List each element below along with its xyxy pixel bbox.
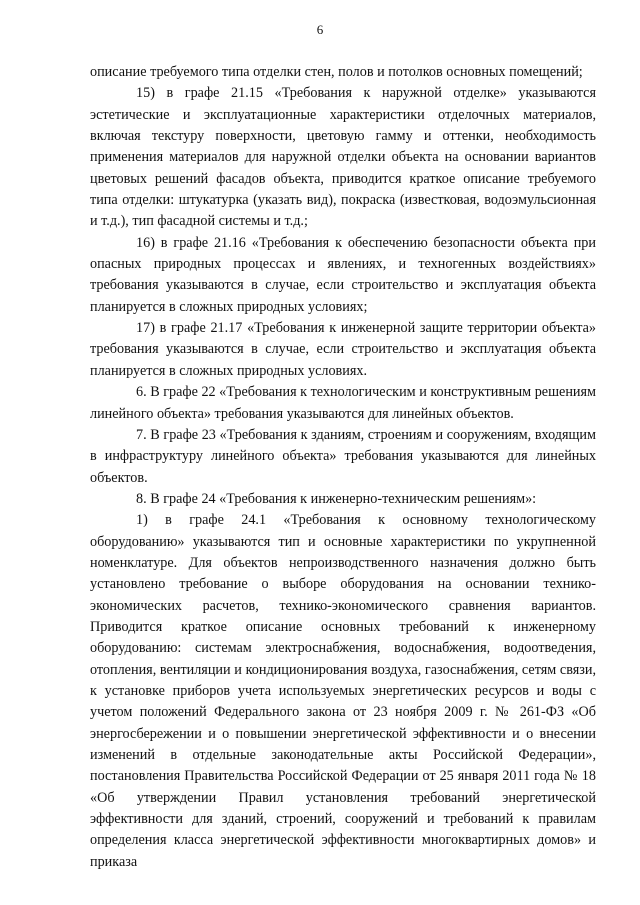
page-number: 6 xyxy=(316,22,324,37)
paragraph-section-6-linear-object: 6. В графе 22 «Требования к технологическим и конструктивным решениям линейного объекта» требования указываются для линейных объектов. xyxy=(90,384,597,422)
paragraph-item-16-safety: 16) в графе 21.16 «Требования к обеспечению безопасности объекта при опасных природных процессах и явлениях, и техногенных воздействиях» требования указываются в случае, если строительство и эксплуатация объекта планируется в сложных природных условиях; xyxy=(90,234,596,315)
paragraph-item-15-exterior-finish: 15) в графе 21.15 «Требования к наружной отделке» указываются эстетические и эксплуатационные характеристики отделочных материалов, включая текстуру поверхности, цветовую гамму и оттенки, необходимость применения материалов для наружной отделки объекта на основании вариантов цветовых решений фасадов объекта, приводится краткое описание требуемого типа отделки: штукатурка (указать вид), покраска (известковая, водоэмульсионная и т.д.), тип фасадной системы и т.д.; xyxy=(90,85,596,230)
paragraph-interior-finish-continuation: описание требуемого типа отделки стен, полов и потолков основных помещений; xyxy=(90,64,583,80)
document-body xyxy=(90,62,596,873)
paragraph-item-17-engineering-protection: 17) в графе 21.17 «Требования к инженерной защите территории объекта» требования указываются в случае, если строительство и эксплуатация объекта планируется в сложных природных условиях. xyxy=(90,320,596,379)
paragraph-item-1-equipment: 1) в графе 24.1 «Требования к основному технологическому оборудованию» указываются тип и основные характеристики по укрупненной номенклатуре. Для объектов непроизводственного назначения должно быть установлено требование о выборе оборудования на основании технико-экономических расчетов, технико-экономического сравнения вариантов. Приводится краткое описание основных требований к инженерному оборудованию: системам электроснабжения, водоснабжения, водоотведения, отопления, вентиляции и кондиционирования воздуха, газоснабжения, сетям связи, к установке приборов учета используемых энергетических ресурсов и воды с учетом положений Федерального закона от 23 ноября 2009 г. № 261-ФЗ «Об энергосбережении и о повышении энергетической эффективности и о внесении изменений в отдельные законодательные акты Российской Федерации», постановления Правительства Российской Федерации от 25 января 2011 года № 18 «Об утверждении Правил установления требований энергетической эффективности для зданий, строений, сооружений и требований к правилам определения класса энергетической эффективности многоквартирных домов» и приказа xyxy=(90,512,596,870)
paragraph-section-7-infrastructure: 7. В графе 23 «Требования к зданиям, строениям и сооружениям, входящим в инфраструктуру линейного объекта» требования указываются для линейных объектов. xyxy=(90,426,596,486)
paragraph-section-8-engineering-solutions: 8. В графе 24 «Требования к инженерно-техническим решениям»: xyxy=(136,490,537,507)
